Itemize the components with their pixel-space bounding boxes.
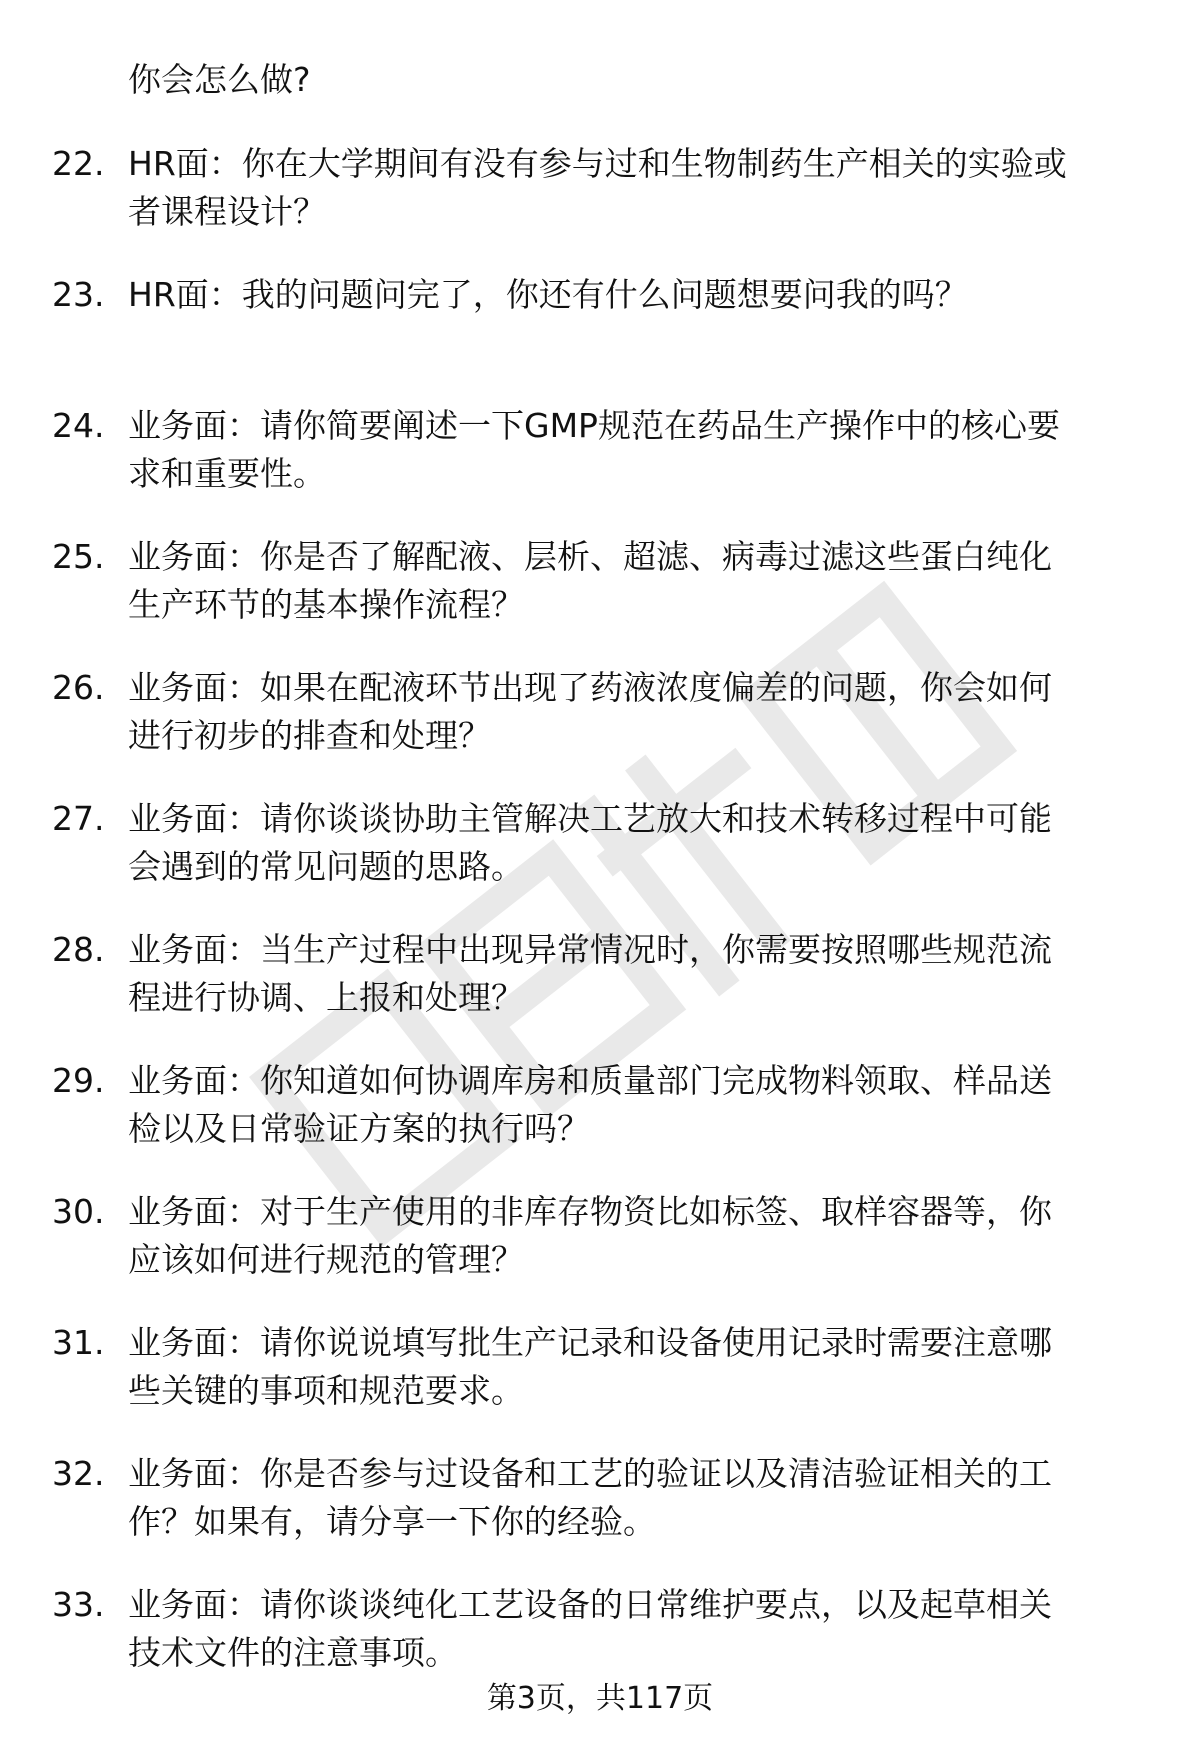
question-text-line2: 进行初步的排查和处理？	[128, 716, 491, 755]
question-text-line1: 业务面：请你谈谈协助主管解决工艺放大和技术转移过程中可能	[128, 799, 1052, 838]
page-footer: 第3页，共117页	[486, 1681, 714, 1716]
question-number: 29.	[52, 1061, 105, 1100]
question-text-line1: 业务面：你是否了解配液、层析、超滤、病毒过滤这些蛋白纯化	[128, 537, 1052, 576]
question-text-line2: 些关键的事项和规范要求。	[128, 1371, 524, 1410]
question-item	[0, 795, 1200, 926]
question-list	[0, 140, 1200, 1712]
question-text-line2: 技术文件的注意事项。	[128, 1633, 458, 1672]
question-item	[0, 926, 1200, 1057]
question-number: 23.	[52, 275, 105, 314]
question-text-line2: 者课程设计？	[128, 192, 326, 231]
question-item	[0, 1450, 1200, 1581]
question-number: 32.	[52, 1454, 105, 1493]
question-text-line1: 业务面：请你谈谈纯化工艺设备的日常维护要点，以及起草相关	[128, 1585, 1052, 1624]
question-number: 28.	[52, 930, 105, 969]
question-number: 27.	[52, 799, 105, 838]
question-text-line2: 程进行协调、上报和处理？	[128, 978, 524, 1017]
question-text-line1: 业务面：请你说说填写批生产记录和设备使用记录时需要注意哪	[128, 1323, 1052, 1362]
question-number: 26.	[52, 668, 105, 707]
question-item	[0, 533, 1200, 664]
question-number: 22.	[52, 144, 105, 183]
question-text-line1: 业务面：如果在配液环节出现了药液浓度偏差的问题，你会如何	[128, 668, 1052, 707]
question-text-line1: 业务面：对于生产使用的非库存物资比如标签、取样容器等，你	[128, 1192, 1052, 1231]
question-text-line1: HR面：我的问题问完了，你还有什么问题想要问我的吗？	[128, 275, 968, 314]
question-text-line1: 业务面：你是否参与过设备和工艺的验证以及清洁验证相关的工	[128, 1454, 1052, 1493]
question-item	[0, 1188, 1200, 1319]
question-number: 33.	[52, 1585, 105, 1624]
question-number: 24.	[52, 406, 105, 445]
question-text-line1: 业务面：请你简要阐述一下GMP规范在药品生产操作中的核心要	[128, 406, 1060, 445]
question-text-line2: 求和重要性。	[128, 454, 326, 493]
question-item	[0, 1319, 1200, 1450]
question-item	[0, 402, 1200, 533]
question-text-line1: 业务面：当生产过程中出现异常情况时，你需要按照哪些规范流	[128, 930, 1052, 969]
question-text-line2: 会遇到的常见问题的思路。	[128, 847, 524, 886]
question-text-line2: 检以及日常验证方案的执行吗？	[128, 1109, 590, 1148]
question-text-line2: 生产环节的基本操作流程？	[128, 585, 524, 624]
question-item	[0, 271, 1200, 402]
continuation-text: 你会怎么做?	[128, 60, 311, 99]
question-item	[0, 1057, 1200, 1188]
question-text-line2: 作？如果有，请分享一下你的经验。	[128, 1502, 656, 1541]
question-number: 30.	[52, 1192, 105, 1231]
question-text-line1: 业务面：你知道如何协调库房和质量部门完成物料领取、样品送	[128, 1061, 1052, 1100]
question-item	[0, 664, 1200, 795]
question-text-line1: HR面：你在大学期间有没有参与过和生物制药生产相关的实验或	[128, 144, 1067, 183]
question-text-line2: 应该如何进行规范的管理？	[128, 1240, 524, 1279]
question-item	[0, 140, 1200, 271]
question-number: 31.	[52, 1323, 105, 1362]
question-number: 25.	[52, 537, 105, 576]
